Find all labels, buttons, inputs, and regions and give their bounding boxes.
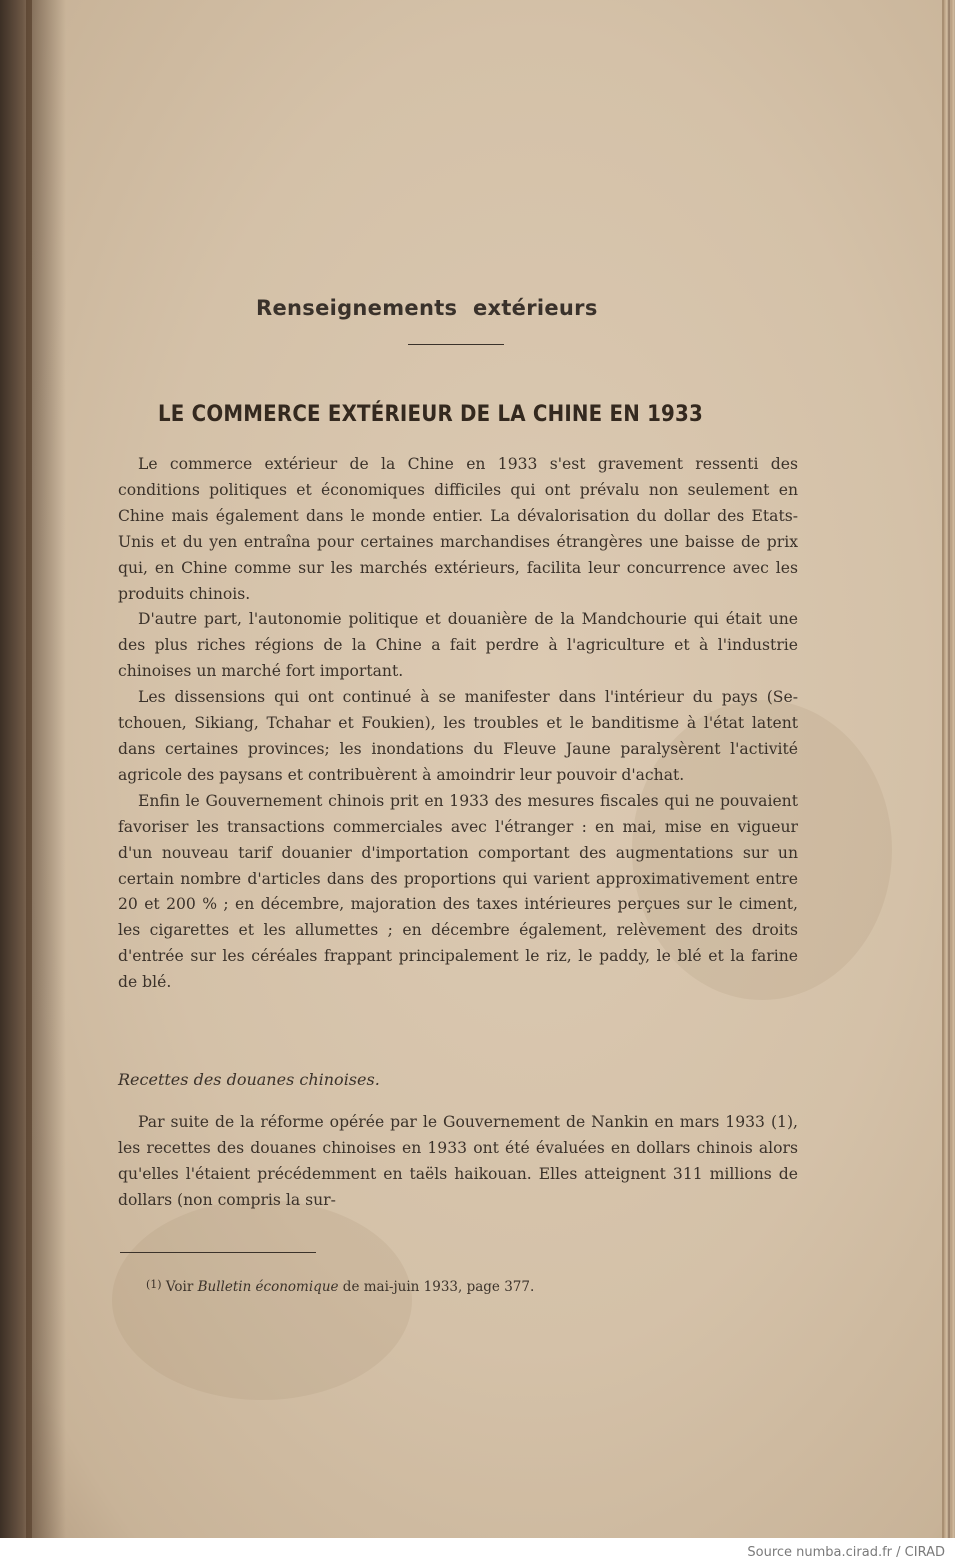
- page-binding-shadow: [26, 0, 66, 1538]
- footnote-publication: Bulletin économique: [197, 1279, 339, 1295]
- section-heading: Renseignements extérieurs: [256, 296, 598, 320]
- footnote-suffix: de mai-juin 1933, page 377.: [338, 1279, 535, 1295]
- paragraph: Le commerce extérieur de la Chine en 1933 s'est gravement ressenti des conditions politiques et économiques difficiles qui ont prévalu non seulement en Chine mais également dans le monde entier. La dévalorisation du dollar des Etats-Unis et du yen entraîna pour certaines marchandises étrangères une baisse de prix qui, en Chine comme sur les marchés extérieurs, facilita leur concurrence avec les produits chinois.: [118, 455, 798, 603]
- article-body: [118, 452, 798, 996]
- footnote-rule: [120, 1252, 316, 1253]
- heading-rule: [408, 344, 504, 345]
- paragraph: Par suite de la réforme opérée par le Gouvernement de Nankin en mars 1933 (1), les recettes des douanes chinoises en 1933 ont été évaluées en dollars chinois alors qu'elles l'étaient précédemment en taëls haikouan. Elles atteignent 311 millions de dollars (non compris la sur-: [118, 1113, 798, 1209]
- paper-stain: [112, 1200, 412, 1400]
- paragraph: Les dissensions qui ont continué à se manifester dans l'intérieur du pays (Se-tchouen, Sikiang, Tchahar et Foukien), les troubles et le banditisme à l'état latent dans certaines provinces; les inondations du Fleuve Jaune paralysèrent l'activité agricole des paysans et contribuèrent à amoindrir leur pouvoir d'achat.: [118, 688, 798, 784]
- footnote-mark: (1): [146, 1278, 162, 1291]
- paragraph: D'autre part, l'autonomie politique et douanière de la Mandchourie qui était une des plus riches régions de la Chine a fait perdre à l'agriculture et à l'industrie chinoises un marché fort important.: [118, 610, 798, 681]
- paragraph: Enfin le Gouvernement chinois prit en 1933 des mesures fiscales qui ne pouvaient favoriser les transactions commerciales avec l'étranger : en mai, mise en vigueur d'un nouveau tarif douanier d'importation comportant des augmentations sur un certain nombre d'articles dans des proportions qui varient approximativement entre 20 et 200 % ; en décembre, majoration des taxes intérieures perçues sur le ciment, les cigarettes et les allumettes ; en décembre également, relèvement des droits d'entrée sur les céréales frappant principalement le riz, le paddy, le blé et la farine de blé.: [118, 791, 798, 992]
- footnote-prefix: Voir: [161, 1279, 198, 1295]
- article-title: LE COMMERCE EXTÉRIEUR DE LA CHINE EN 1933: [158, 402, 703, 427]
- subsection-body: [118, 1110, 798, 1214]
- source-credit: Source numba.cirad.fr / CIRAD: [747, 1545, 945, 1560]
- subsection-heading: Recettes des douanes chinoises.: [118, 1070, 380, 1089]
- footnote: [146, 1278, 534, 1295]
